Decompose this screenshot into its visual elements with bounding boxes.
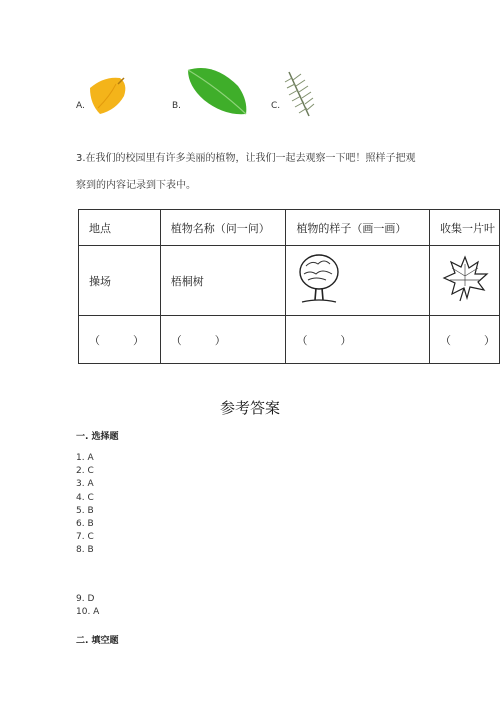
- section-choice-heading: 一. 选择题: [76, 432, 119, 442]
- answer-item: 9. D: [76, 594, 95, 604]
- pine-needle-icon: [283, 70, 317, 118]
- example-plant-name: 梧桐树: [160, 246, 286, 316]
- example-location: 操场: [79, 246, 161, 316]
- answer-list-2: [76, 593, 99, 619]
- answer-item: 8. B: [76, 545, 94, 556]
- table-header-row: [79, 210, 500, 246]
- answer-item: 7. C: [76, 532, 94, 543]
- option-c-label: C.: [271, 101, 281, 111]
- header-plant-look: 植物的样子（画一画）: [286, 210, 430, 246]
- blank-leaf: （ ）: [430, 316, 500, 364]
- blank-plant-name: （ ）: [160, 316, 286, 364]
- answer-item: 4. C: [76, 492, 94, 503]
- answer-item: 3. A: [76, 479, 94, 490]
- question-3-line-2: 察到的内容记录到下表中。: [76, 180, 196, 191]
- tree-drawing-icon: [296, 252, 342, 306]
- answer-item: 6. B: [76, 519, 94, 530]
- option-b-label: B.: [172, 101, 182, 111]
- header-collect-leaf: 收集一片叶: [430, 210, 500, 246]
- section-fill-heading: 二. 填空题: [76, 636, 119, 646]
- answer-item: 10. A: [76, 607, 100, 618]
- answer-item: 1. A: [76, 453, 94, 463]
- blank-location: （ ）: [79, 316, 161, 364]
- green-leaf-icon: [184, 64, 250, 118]
- table-example-row: [79, 246, 500, 316]
- observation-table: [78, 209, 500, 364]
- example-drawing-cell: [286, 246, 430, 316]
- option-a-label: A.: [76, 101, 85, 111]
- answers-title: 参考答案: [219, 399, 280, 417]
- answer-item: 5. B: [76, 505, 94, 516]
- maple-leaf-icon: [440, 254, 490, 304]
- blank-drawing: （ ）: [286, 316, 430, 364]
- ginkgo-leaf-icon: [86, 74, 130, 118]
- question-3-line-1: 3.在我们的校园里有许多美丽的植物，让我们一起去观察一下吧！照样子把观: [76, 153, 416, 164]
- example-leaf-cell: [430, 246, 500, 316]
- answer-list-1: [76, 452, 94, 558]
- answer-item: 2. C: [76, 466, 94, 477]
- header-location: 地点: [79, 210, 161, 246]
- table-blank-row: [79, 316, 500, 364]
- header-plant-name: 植物名称（问一问）: [160, 210, 286, 246]
